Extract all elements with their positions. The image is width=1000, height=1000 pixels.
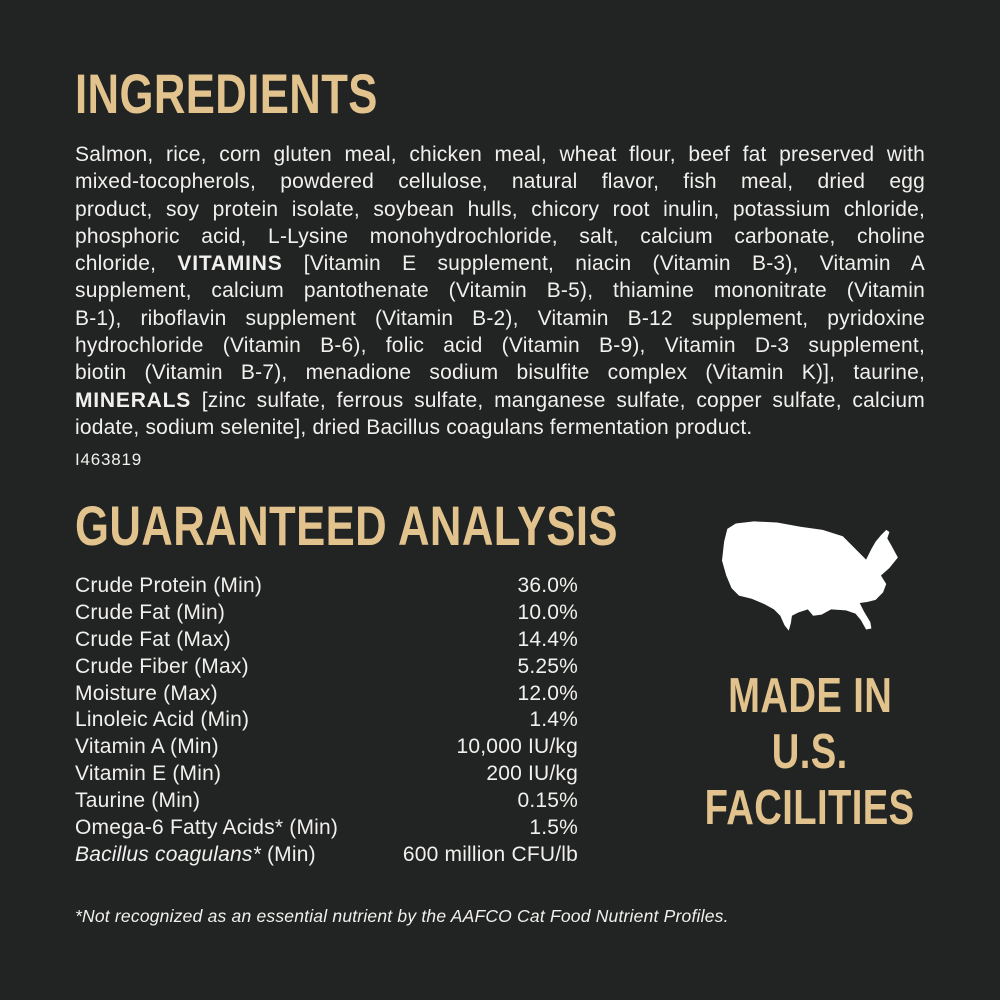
ingredients-heading-text: INGREDIENTS	[75, 62, 378, 125]
analysis-row	[75, 788, 578, 815]
analysis-row-value: 12.0%	[517, 681, 578, 705]
made-in-line-1-text: MADE IN	[727, 669, 893, 723]
ingredients-line: biotin (Vitamin B-7), menadione sodium bisulfite complex (Vitamin K)], taurine,	[75, 361, 925, 385]
analysis-row-label: Linoleic Acid (Min)	[75, 708, 250, 732]
ingredients-line: product, soy protein isolate, soybean hulls, chicory root inulin, potassium chloride,	[75, 197, 925, 221]
ingredients-line: mixed-tocopherols, powdered cellulose, natural flavor, fish meal, dried egg	[75, 170, 925, 194]
analysis-row-label: Crude Fiber (Max)	[75, 654, 249, 678]
made-in-us-facilities	[640, 668, 980, 836]
analysis-row	[75, 681, 578, 708]
guaranteed-analysis-heading	[75, 494, 771, 557]
analysis-row	[75, 707, 578, 734]
analysis-row	[75, 654, 578, 681]
analysis-row	[75, 627, 578, 654]
analysis-row-value: 1.5%	[529, 816, 578, 840]
analysis-row-value: 200 IU/kg	[486, 762, 578, 786]
made-in-line-2-text: U.S.	[772, 725, 848, 779]
made-in-line-3	[640, 780, 980, 836]
guaranteed-analysis-heading-text: GUARANTEED ANALYSIS	[75, 494, 618, 557]
analysis-row	[75, 734, 578, 761]
analysis-row-label: Crude Protein (Min)	[75, 574, 263, 597]
usa-map-icon	[722, 520, 900, 632]
ingredients-line: B-1), riboflavin supplement (Vitamin B-2), Vitamin B-12 supplement, pyridoxine	[75, 306, 925, 330]
analysis-row-value: 5.25%	[517, 654, 578, 678]
ingredients-line: chloride, VITAMINS [Vitamin E supplement, niacin (Vitamin B-3), Vitamin A	[75, 252, 925, 276]
ingredients-line: iodate, sodium selenite], dried Bacillus coagulans fermentation product.	[75, 415, 753, 439]
analysis-row-value: 10.0%	[517, 600, 578, 624]
ingredients-text	[75, 141, 925, 441]
analysis-row	[75, 600, 578, 627]
made-in-line-3-text: FACILITIES	[705, 781, 915, 835]
analysis-row	[75, 573, 578, 600]
analysis-row-value: 36.0%	[517, 574, 578, 597]
ingredients-line: phosphoric acid, L-Lysine monohydrochloride, salt, calcium carbonate, choline	[75, 224, 925, 248]
made-in-line-1	[640, 668, 980, 724]
analysis-table	[75, 573, 578, 869]
analysis-row-label: Crude Fat (Max)	[75, 627, 231, 651]
analysis-row	[75, 815, 578, 842]
usa-map-silhouette	[722, 521, 898, 630]
analysis-row	[75, 761, 578, 788]
analysis-row-value: 0.15%	[517, 789, 578, 813]
analysis-row-label: Bacillus coagulans* (Min)	[75, 842, 316, 866]
ingredients-line: supplement, calcium pantothenate (Vitamin B-5), thiamine mononitrate (Vitamin	[75, 279, 925, 303]
ingredients-heading	[75, 62, 463, 125]
ingredients-line: hydrochloride (Vitamin B-6), folic acid (Vitamin B-9), Vitamin D-3 supplement,	[75, 334, 925, 358]
analysis-row-label: Vitamin E (Min)	[75, 762, 222, 786]
analysis-row-label: Omega-6 Fatty Acids* (Min)	[75, 816, 339, 840]
ingredients-line: Salmon, rice, corn gluten meal, chicken meal, wheat flour, beef fat preserved with	[75, 143, 925, 166]
made-in-line-2	[640, 724, 980, 780]
aafco-footnote: *Not recognized as an essential nutrient by the AAFCO Cat Food Nutrient Profiles.	[75, 906, 729, 926]
analysis-row-label: Crude Fat (Min)	[75, 600, 226, 624]
analysis-row-value: 14.4%	[517, 627, 578, 651]
analysis-row-label: Vitamin A (Min)	[75, 735, 219, 759]
analysis-row-label: Moisture (Max)	[75, 681, 218, 705]
analysis-row-value: 600 million CFU/lb	[402, 842, 578, 866]
analysis-row-value: 10,000 IU/kg	[456, 735, 578, 759]
analysis-row-value: 1.4%	[529, 708, 578, 732]
analysis-row	[75, 842, 578, 869]
ingredients-line: MINERALS [zinc sulfate, ferrous sulfate, manganese sulfate, copper sulfate, calcium	[75, 388, 925, 412]
item-code: I463819	[75, 450, 143, 469]
analysis-row-label: Taurine (Min)	[75, 789, 201, 813]
